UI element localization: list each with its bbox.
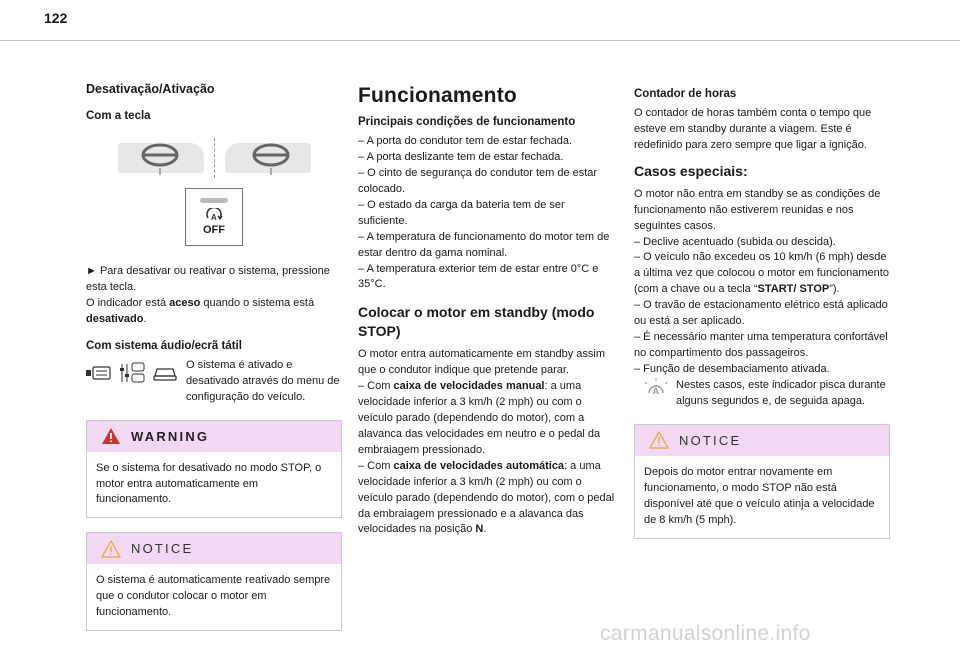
manual-gearbox-text: : a uma velocidade inferior a 3 km/h (2 mph) ou com o veículo parado (dependendo do motor), com a alavanca das velocidades em neutro e o pedal da embraiagem pressionado. [358,380,601,456]
start-stop-term: START/ STOP [757,283,830,296]
indicator-text-on: aceso [169,296,201,309]
touchscreen-row [86,358,342,406]
indicator-text-a: O indicador está [86,296,170,309]
notice-header-left [87,533,341,564]
auto-a-icon [205,208,223,224]
standby-intro: O motor entra automaticamente em standby assim que o condutor indique que pretende parar. [358,348,605,377]
warning-label: WARNING [131,428,210,444]
auto-dash: – Com [358,459,394,472]
notice-triangle-icon [649,431,669,449]
left-hand-drive-icon [118,143,204,173]
hour-counter-text: O contador de horas também conta o tempo que esteve em standby durante a viagem. Este é redefinido para zero sempre que ligar a ignição. [634,107,872,151]
condition-item: – O cinto de segurança do condutor tem de estar colocado. [358,166,598,195]
special-case-item: – Declive acentuado (subida ou descida). [634,235,836,248]
warning-box [86,420,342,519]
flashing-indicator-text [634,378,890,410]
condition-item: – A porta do condutor tem de estar fechada. [358,135,573,147]
subsection-main-conditions: Principais condições de funcionamento [358,116,576,128]
standby-text [358,347,617,538]
flashing-text: Nestes casos, este indicador pisca durante alguns segundos e, de seguida apaga. [676,378,886,407]
auto-gearbox-text: : a uma velocidade inferior a 3 km/h (2 mph) ou com o veículo parado (dependendo do motor), com o pedal da embraiagem pressionado e a alavanca das velocidades na posição [358,459,615,536]
section-title-operation: Funcionamento [358,84,517,107]
steering-wheel-illustration [86,138,342,178]
instruction-text [86,264,342,328]
notice-text-left: O sistema é automaticamente reativado sempre que o condutor colocar o motor em funcionamento. [96,574,331,619]
right-hand-drive-icon [225,143,311,173]
notice-header-right [635,425,889,456]
condition-item: – A temperatura de funcionamento do motor tem de estar dentro da gama nominal. [358,230,610,259]
subsection-touchscreen: Com sistema áudio/ecrã tátil [86,339,242,352]
section-title-deactivation: Desativação/Ativação [86,82,215,96]
special-case-item: – Função de desembaciamento ativada. [634,363,830,376]
manual-gearbox-term: caixa de velocidades manual [393,380,545,393]
notice-label-right: NOTICE [679,432,742,448]
conditions-list [358,134,617,293]
condition-item: – A temperatura exterior tem de estar entre 0°C e 35°C. [358,262,599,291]
neutral-position: N [475,523,484,536]
menu-icons [86,362,178,384]
notice-label-left: NOTICE [131,541,194,557]
special-case-text: – O veículo não excedeu os 10 km/h (6 mph) desde a última vez que colocou o motor em funcionamento (com a chave ou a tecla “ [634,251,889,296]
settings-sliders-icon [118,362,146,384]
notice-box-right [634,424,890,539]
flashing-auto-a-icon [642,378,670,400]
column-left [86,82,342,631]
indicator-text-end: . [143,312,147,325]
svg-text:A: A [211,213,217,222]
warning-triangle-icon [101,427,121,445]
special-case-end: ”). [829,283,840,296]
section-title-hour-counter: Contador de horas [634,88,737,100]
warning-text: Se o sistema for desativado no modo STOP, o motor entra automaticamente em funcionamento. [96,461,322,506]
divider [214,138,215,178]
condition-item: – A porta deslizante tem de estar fechada. [358,150,564,163]
warning-header [87,421,341,452]
page-number: 122 [44,10,68,26]
manual-gearbox-item [358,379,617,459]
special-case-item: – O travão de estacionamento elétrico está aplicado ou está a ser aplicado. [634,299,888,328]
header-rule [0,40,960,41]
section-title-special-cases: Casos especiais: [634,162,748,179]
special-cases-text [634,187,890,410]
condition-item: – O estado da carga da bateria tem de ser suficiente. [358,198,565,227]
touchscreen-text: O sistema é ativado e desativado através do menu de configuração do veículo. [186,358,340,403]
screen-icon [86,366,112,380]
auto-gearbox-term: caixa de velocidades automática [393,459,565,472]
special-cases-intro: O motor não entra em standby se as condições de funcionamento não estiverem reunidas e nos seguintes casos. [634,187,881,232]
special-case-item [634,250,890,298]
svg-text:A: A [652,385,659,396]
indicator-bar [200,198,228,203]
indicator-text-off: desativado [86,312,144,325]
off-label: OFF [203,224,225,236]
stop-start-off-button-icon [185,188,243,246]
notice-box-left [86,532,342,631]
vehicle-icon [152,364,178,382]
auto-end: . [483,523,487,536]
watermark: carmanualsonline.info [600,622,811,645]
subsection-standby: Colocar o motor em standby (modo STOP) [358,304,595,340]
column-middle [358,84,617,538]
notice-triangle-icon [101,540,121,558]
notice-text-right: Depois do motor entrar novamente em funcionamento, o modo STOP não está disponível até que o veículo atinja a velocidade de 8 km/h (5 mph). [644,465,875,526]
subsection-with-button: Com a tecla [86,110,151,122]
special-case-item: – É necessário manter uma temperatura confortável no compartimento dos passageiros. [634,331,888,360]
indicator-text-c: quando o sistema está [200,296,315,309]
instruction-line-1: ► Para desativar ou reativar o sistema, pressione esta tecla. [86,265,330,293]
manual-dash: – Com [358,380,394,393]
column-right [634,88,890,539]
auto-gearbox-item [358,459,617,539]
